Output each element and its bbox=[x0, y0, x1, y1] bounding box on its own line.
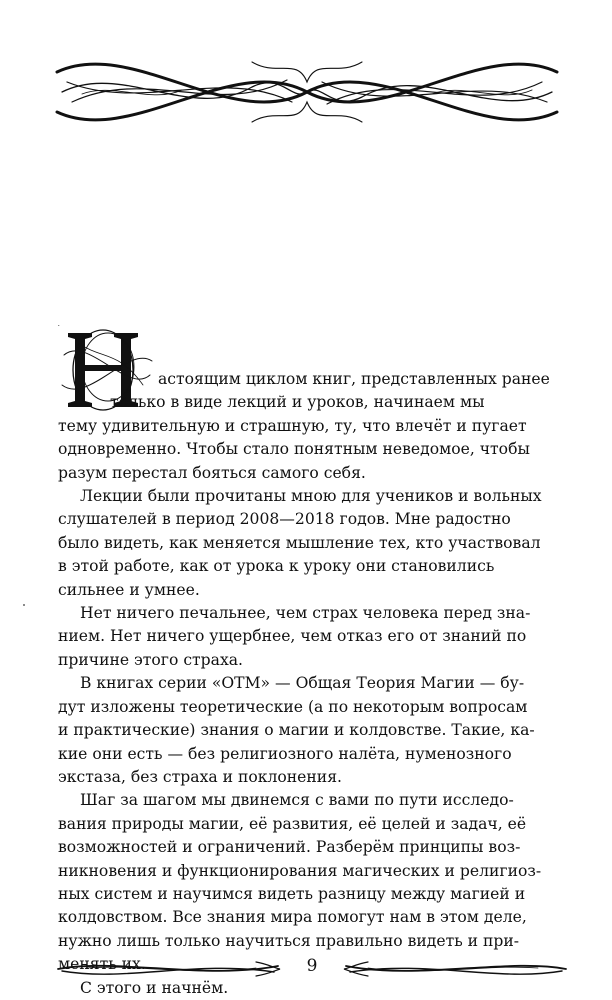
text-line: колдовством. Все знания мира помогут нам в этом деле, bbox=[58, 908, 527, 927]
text-line: ных систем и научимся видеть разницу между магией и bbox=[58, 884, 526, 903]
text-line: было видеть, как меняется мышление тех, кто участвовал bbox=[58, 533, 541, 552]
paragraph bbox=[58, 485, 566, 602]
text-line: тему удивительную и страшную, ту, что влечёт и пугает bbox=[58, 416, 527, 435]
text-line: никновения и функционирования магических и религиоз- bbox=[58, 861, 542, 880]
text-line: в этой работе, как от урока к уроку они становились bbox=[58, 557, 495, 576]
page-flourish-icon bbox=[342, 954, 568, 984]
text-line: причине этого страха. bbox=[58, 650, 244, 669]
paragraph bbox=[58, 602, 566, 672]
text-line: В книгах серии «ОТМ» — Общая Теория Магии — бу- bbox=[80, 674, 525, 693]
text-line: Лекции были прочитаны мною для учеников и вольных bbox=[80, 487, 542, 506]
text-line: только в виде лекций и уроков, начинаем мы bbox=[110, 393, 485, 412]
page-number: 9 bbox=[306, 956, 318, 976]
paragraph bbox=[58, 789, 566, 976]
text-line: дут изложены теоретические (а по некоторым вопросам bbox=[58, 697, 528, 716]
ornamental-flourish-icon bbox=[52, 42, 562, 142]
print-speck bbox=[23, 604, 25, 606]
text-line: Шаг за шагом мы двинемся с вами по пути исследо- bbox=[80, 791, 514, 810]
text-line: экстаза, без страха и поклонения. bbox=[58, 767, 342, 786]
paragraph bbox=[58, 368, 566, 485]
text-line: менять их. bbox=[58, 955, 146, 974]
text-line: одновременно. Чтобы стало понятным неведомое, чтобы bbox=[58, 440, 530, 459]
text-line: разум перестал бояться самого себя. bbox=[58, 463, 366, 482]
page-footer bbox=[56, 950, 568, 990]
paragraph bbox=[58, 672, 566, 789]
text-line: слушателей в период 2008—2018 годов. Мне радостно bbox=[58, 510, 511, 529]
text-line: С этого и начнём. bbox=[80, 978, 229, 997]
text-line: нужно лишь только научиться правильно видеть и при- bbox=[58, 931, 520, 950]
body-text bbox=[58, 368, 566, 1000]
drop-cap-letter: Н bbox=[58, 325, 59, 326]
text-line: возможностей и ограничений. Разберём принципы воз- bbox=[58, 838, 521, 857]
text-line: вания природы магии, её развития, её целей и задач, её bbox=[58, 814, 527, 833]
text-line: сильнее и умнее. bbox=[58, 580, 200, 599]
text-line: Нет ничего печальнее, чем страх человека перед зна- bbox=[80, 604, 531, 623]
text-line: нием. Нет ничего ущербнее, чем отказ его от знаний по bbox=[58, 627, 527, 646]
page-flourish-icon bbox=[56, 954, 284, 984]
text-line: и практические) знания о магии и колдовстве. Такие, ка- bbox=[58, 721, 535, 740]
text-line: кие они есть — без религиозного налёта, нуменозного bbox=[58, 744, 512, 763]
text-line: астоящим циклом книг, представленных ранее bbox=[158, 370, 550, 388]
